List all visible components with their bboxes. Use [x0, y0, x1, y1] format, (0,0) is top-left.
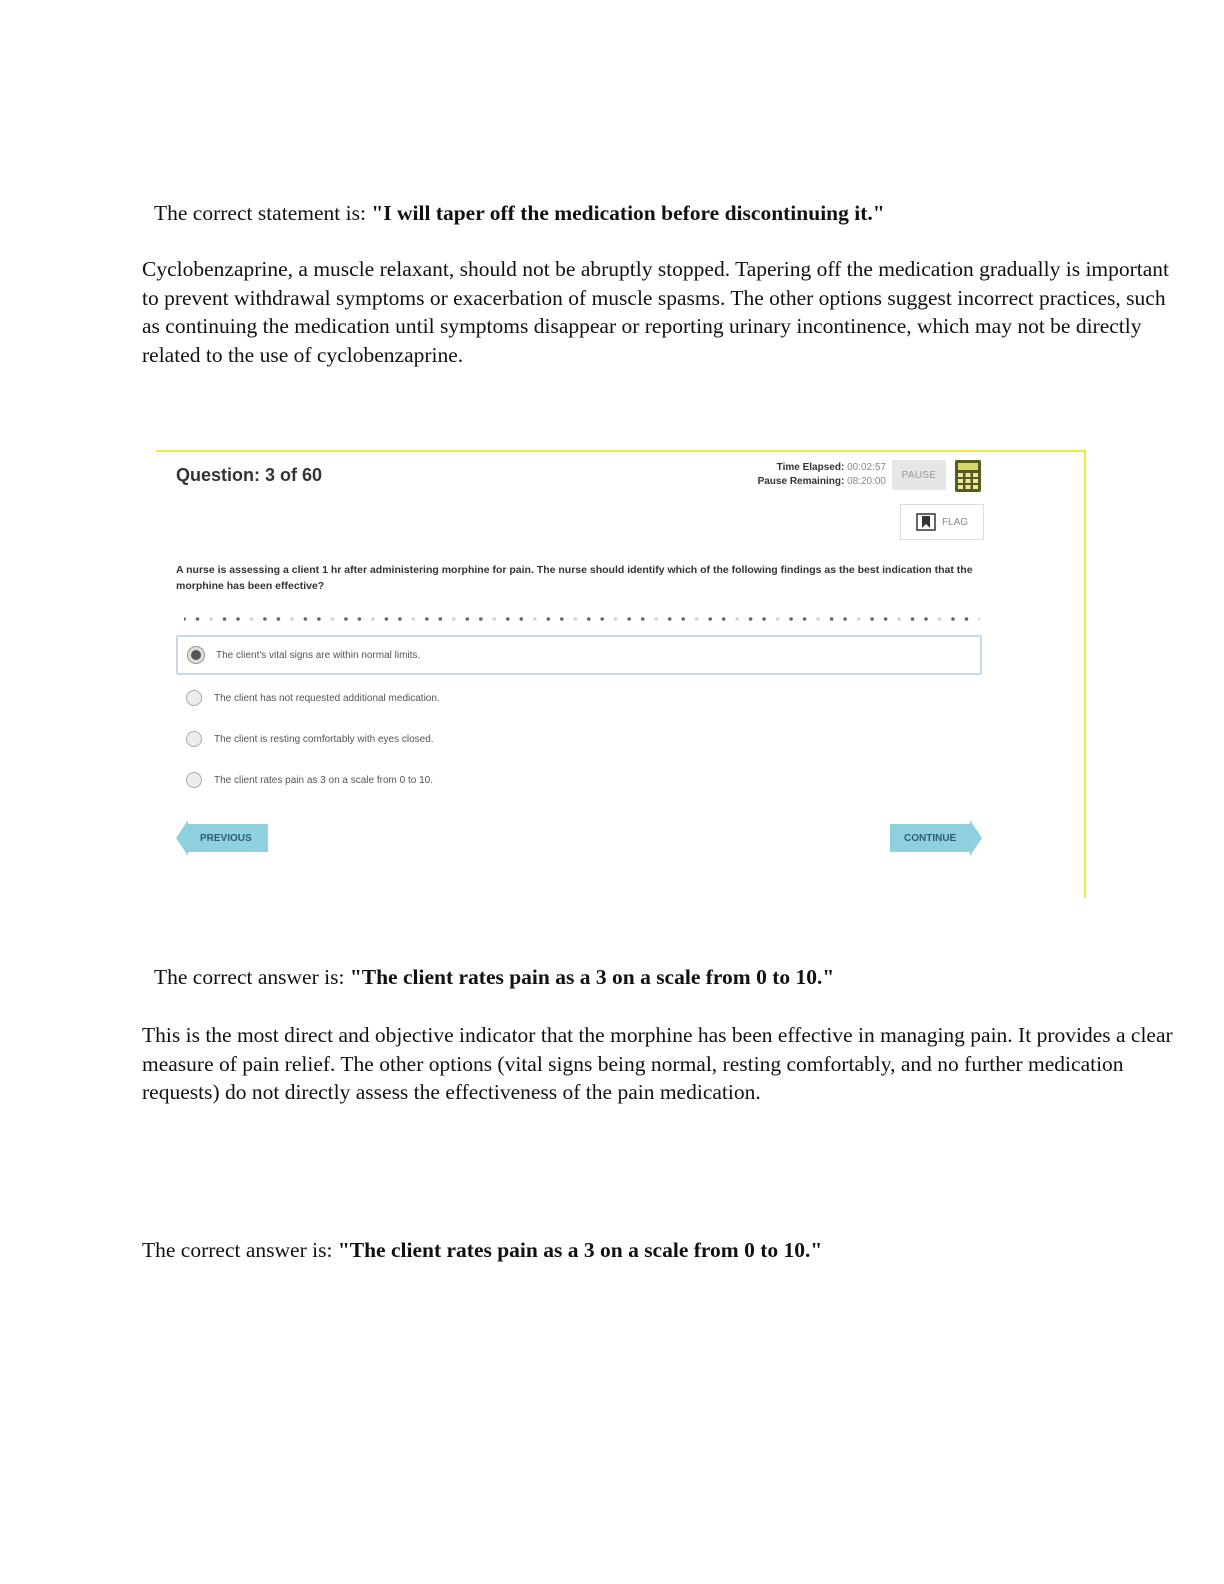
progress-dot: [668, 617, 672, 621]
time-elapsed-value: 00:02:57: [847, 462, 886, 473]
answer-text: "The client rates pain as a 3 on a scale from 0 to 10.": [337, 1238, 823, 1262]
progress-dot: [385, 617, 389, 621]
progress-dot: [884, 617, 888, 621]
radio-icon[interactable]: [186, 690, 202, 706]
time-elapsed-label: Time Elapsed:: [776, 462, 845, 473]
option-label: The client rates pain as 3 on a scale from 0 to 10.: [214, 774, 434, 786]
progress-dot: [439, 617, 443, 621]
progress-dot: [493, 617, 497, 621]
progress-dot: [708, 617, 712, 621]
option-label: The client's vital signs are within normal limits.: [216, 649, 421, 661]
progress-dot: [533, 617, 537, 621]
progress-dot: [803, 617, 807, 621]
explanation-2: This is the most direct and objective indicator that the morphine has been effective in managing pain. It provides a clear measure of pain relief. The other options (vital signs being normal, resting comfortably, and no further medication requests) do not directly assess the effectiveness of the pain medication.: [142, 1023, 1173, 1104]
answer-statement-1: [154, 199, 885, 228]
answer-intro: The correct answer is:: [142, 1238, 338, 1262]
bookmark-icon: [916, 513, 936, 531]
progress-dot: [184, 617, 186, 621]
answer-statement-3: [142, 1236, 822, 1265]
progress-dot: [331, 617, 335, 621]
previous-label: PREVIOUS: [200, 832, 252, 844]
previous-button[interactable]: [176, 820, 268, 856]
progress-dot: [466, 617, 470, 621]
progress-dot: [250, 617, 254, 621]
option-label: The client is resting comfortably with eyes closed.: [214, 733, 434, 745]
progress-dot: [654, 617, 658, 621]
progress-dot: [965, 617, 969, 621]
progress-dot: [547, 617, 551, 621]
answer-option-4[interactable]: [176, 760, 982, 800]
timer-panel: [758, 461, 886, 489]
progress-dot: [897, 617, 901, 621]
progress-dot: [789, 617, 793, 621]
progress-dot: [290, 617, 294, 621]
answer-option-3[interactable]: [176, 719, 982, 759]
progress-dot: [425, 617, 429, 621]
answer-intro: The correct answer is:: [154, 965, 350, 989]
progress-dot: [843, 617, 847, 621]
radio-selected-icon[interactable]: [188, 647, 204, 663]
progress-dot: [830, 617, 834, 621]
continue-button[interactable]: [890, 820, 982, 856]
progress-dot: [277, 617, 281, 621]
progress-dot: [560, 617, 564, 621]
radio-icon[interactable]: [186, 772, 202, 788]
flag-button[interactable]: [900, 504, 984, 540]
progress-dot: [209, 617, 213, 621]
calculator-icon[interactable]: [954, 459, 982, 493]
progress-dot: [479, 617, 483, 621]
progress-dot: [776, 617, 780, 621]
progress-dot: [506, 617, 510, 621]
progress-dot: [317, 617, 321, 621]
answer-option-1[interactable]: [176, 635, 982, 675]
progress-dot: [695, 617, 699, 621]
progress-dot: [722, 617, 726, 621]
progress-dot: [574, 617, 578, 621]
continue-label: CONTINUE: [904, 832, 957, 844]
answer-intro: The correct statement is:: [154, 201, 372, 225]
progress-dot: [263, 617, 267, 621]
progress-dot: [452, 617, 456, 621]
progress-dot: [398, 617, 402, 621]
progress-dot: [681, 617, 685, 621]
progress-dot: [816, 617, 820, 621]
answer-text: "I will taper off the medication before discontinuing it.": [371, 201, 885, 225]
progress-dot: [627, 617, 631, 621]
progress-dot: [857, 617, 861, 621]
progress-dot: [762, 617, 766, 621]
progress-dot: [520, 617, 524, 621]
progress-dot: [978, 617, 980, 621]
progress-dot: [614, 617, 618, 621]
progress-dot: [223, 617, 227, 621]
question-counter: Question: 3 of 60: [176, 465, 323, 485]
pause-button[interactable]: PAUSE: [892, 460, 946, 490]
progress-dot: [951, 617, 955, 621]
answer-text: "The client rates pain as a 3 on a scale from 0 to 10.": [349, 965, 835, 989]
progress-dot: [641, 617, 645, 621]
progress-dots: [184, 616, 980, 622]
pause-remaining-value: 08:20:00: [847, 476, 886, 487]
progress-dot: [412, 617, 416, 621]
answer-statement-2: [154, 963, 834, 992]
option-label: The client has not requested additional medication.: [214, 692, 440, 704]
progress-dot: [911, 617, 915, 621]
radio-icon[interactable]: [186, 731, 202, 747]
explanation-1: Cyclobenzaprine, a muscle relaxant, should not be abruptly stopped. Tapering off the medication gradually is important to prevent withdrawal symptoms or exacerbation of muscle spasms. The other options suggest incorrect practices, such as continuing the medication until symptoms disappear or reporting urinary incontinence, which may not be directly related to the use of cyclobenzaprine.: [142, 257, 1170, 367]
flag-label: FLAG: [941, 516, 969, 528]
pause-remaining-label: Pause Remaining:: [757, 476, 845, 487]
progress-dot: [938, 617, 942, 621]
progress-dot: [870, 617, 874, 621]
progress-dot: [304, 617, 308, 621]
progress-dot: [371, 617, 375, 621]
progress-dot: [924, 617, 928, 621]
progress-dot: [749, 617, 753, 621]
progress-dot: [735, 617, 739, 621]
progress-dot: [344, 617, 348, 621]
progress-dot: [600, 617, 604, 621]
answer-option-2[interactable]: [176, 678, 982, 718]
quiz-screenshot: [156, 450, 1086, 898]
progress-dot: [196, 617, 200, 621]
question-stem: A nurse is assessing a client 1 hr after administering morphine for pain. The nurse should identify which of the following findings as the best indication that the morphine has been effective?: [176, 564, 973, 592]
progress-dot: [236, 617, 240, 621]
progress-dot: [587, 617, 591, 621]
progress-dot: [358, 617, 362, 621]
